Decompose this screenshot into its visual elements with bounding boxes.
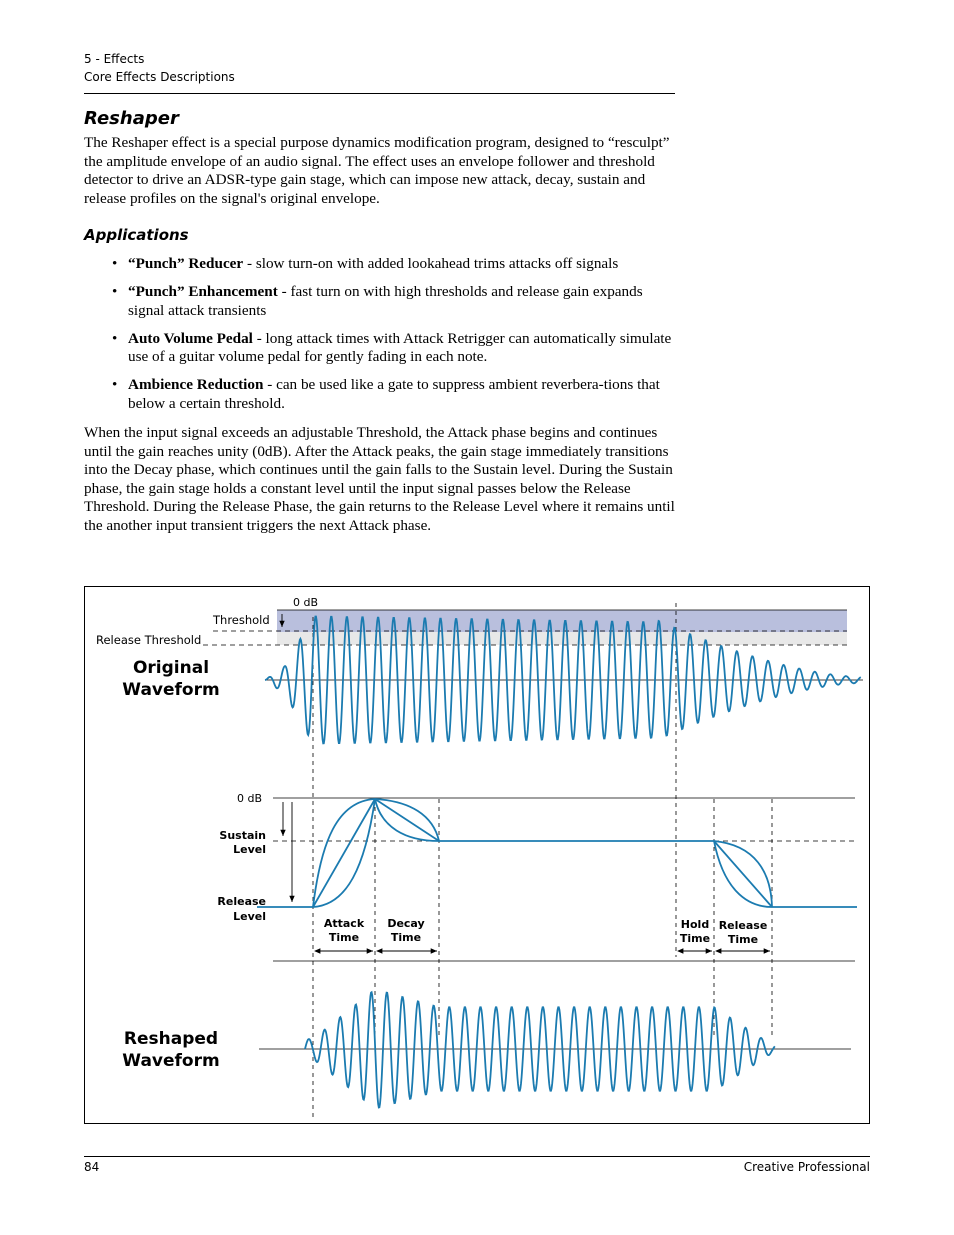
release-time-label: Release bbox=[718, 919, 768, 932]
env-zero-db-label: 0 dB bbox=[236, 792, 262, 805]
header-rule bbox=[84, 93, 675, 94]
decay-time-label-2: Time bbox=[390, 931, 422, 944]
original-waveform-label-2: Waveform bbox=[122, 680, 220, 700]
intro-paragraph: The Reshaper effect is a special purpose dynamics modification program, designed to “resculpt” the amplitude envelope of an audio signal. The effect uses an envelope follower and threshold detector to drive an ADSR-type gain stage, which can impose new attack, decay, sustain and release profiles on the signal's original envelope. bbox=[84, 134, 670, 207]
zero-db-label: 0 dB bbox=[293, 596, 319, 609]
release-level-label-2: Level bbox=[233, 910, 266, 923]
release-threshold-band bbox=[277, 632, 847, 645]
decay-time-label: Decay bbox=[387, 917, 425, 930]
release-level-label: Release bbox=[217, 895, 266, 908]
sustain-level-label-2: Level bbox=[233, 843, 266, 856]
hold-time-label: Hold bbox=[680, 918, 710, 931]
threshold-label: Threshold bbox=[213, 613, 270, 627]
reshaped-waveform-label: Reshaped bbox=[123, 1029, 219, 1049]
reshaped-waveform-label-2: Waveform bbox=[122, 1051, 220, 1071]
body-paragraph: When the input signal exceeds an adjustable Threshold, the Attack phase begins and continues until the gain reaches unity (0dB). After the Attack peaks, the gain stage immediately transitions into the Decay phase, which continues until the gain falls to the Sustain level. During the Sustain phase, the gain stage holds a constant level until the input signal passes below the Release Threshold. During the Release Phase, the gain returns to the Release Level where it remains until the another input transient triggers the next Attack phase. bbox=[84, 424, 675, 534]
header-chapter: 5 - Effects bbox=[84, 52, 145, 66]
applications-heading: Applications bbox=[84, 226, 189, 244]
footer-rule bbox=[84, 1156, 870, 1157]
attack-time-label: Attack bbox=[323, 917, 365, 930]
list-item: • Auto Volume Pedal - long attack times with Attack Retrigger can automatically simulate use of a guitar volume pedal for gently fading in each note. bbox=[112, 329, 672, 366]
reshaped-waveform bbox=[305, 992, 775, 1107]
sustain-level-label: Sustain bbox=[219, 829, 266, 842]
list-item: • “Punch” Reducer - slow turn-on with added lookahead trims attacks off signals bbox=[112, 255, 619, 272]
attack-time-label-2: Time bbox=[328, 931, 360, 944]
applications-list bbox=[108, 255, 680, 423]
list-item: • “Punch” Enhancement - fast turn on with high thresholds and release gain expands signal attack transients bbox=[112, 283, 643, 319]
release-time-label-2: Time bbox=[727, 933, 759, 946]
list-item: • Ambience Reduction - can be used like a gate to suppress ambient reverbera-tions that below a certain threshold. bbox=[112, 376, 660, 413]
release-threshold-label: Release Threshold bbox=[96, 633, 202, 647]
original-waveform-label: Original bbox=[132, 658, 210, 678]
reshaper-figure bbox=[84, 586, 870, 1124]
envelope-curves bbox=[257, 799, 857, 907]
page-number: 84 bbox=[84, 1160, 100, 1174]
hold-time-label-2: Time bbox=[679, 932, 711, 945]
section-title: Reshaper bbox=[84, 108, 179, 129]
footer-publisher: Creative Professional bbox=[743, 1160, 870, 1174]
header-section: Core Effects Descriptions bbox=[84, 70, 235, 84]
envelope-diagram bbox=[85, 587, 871, 1125]
